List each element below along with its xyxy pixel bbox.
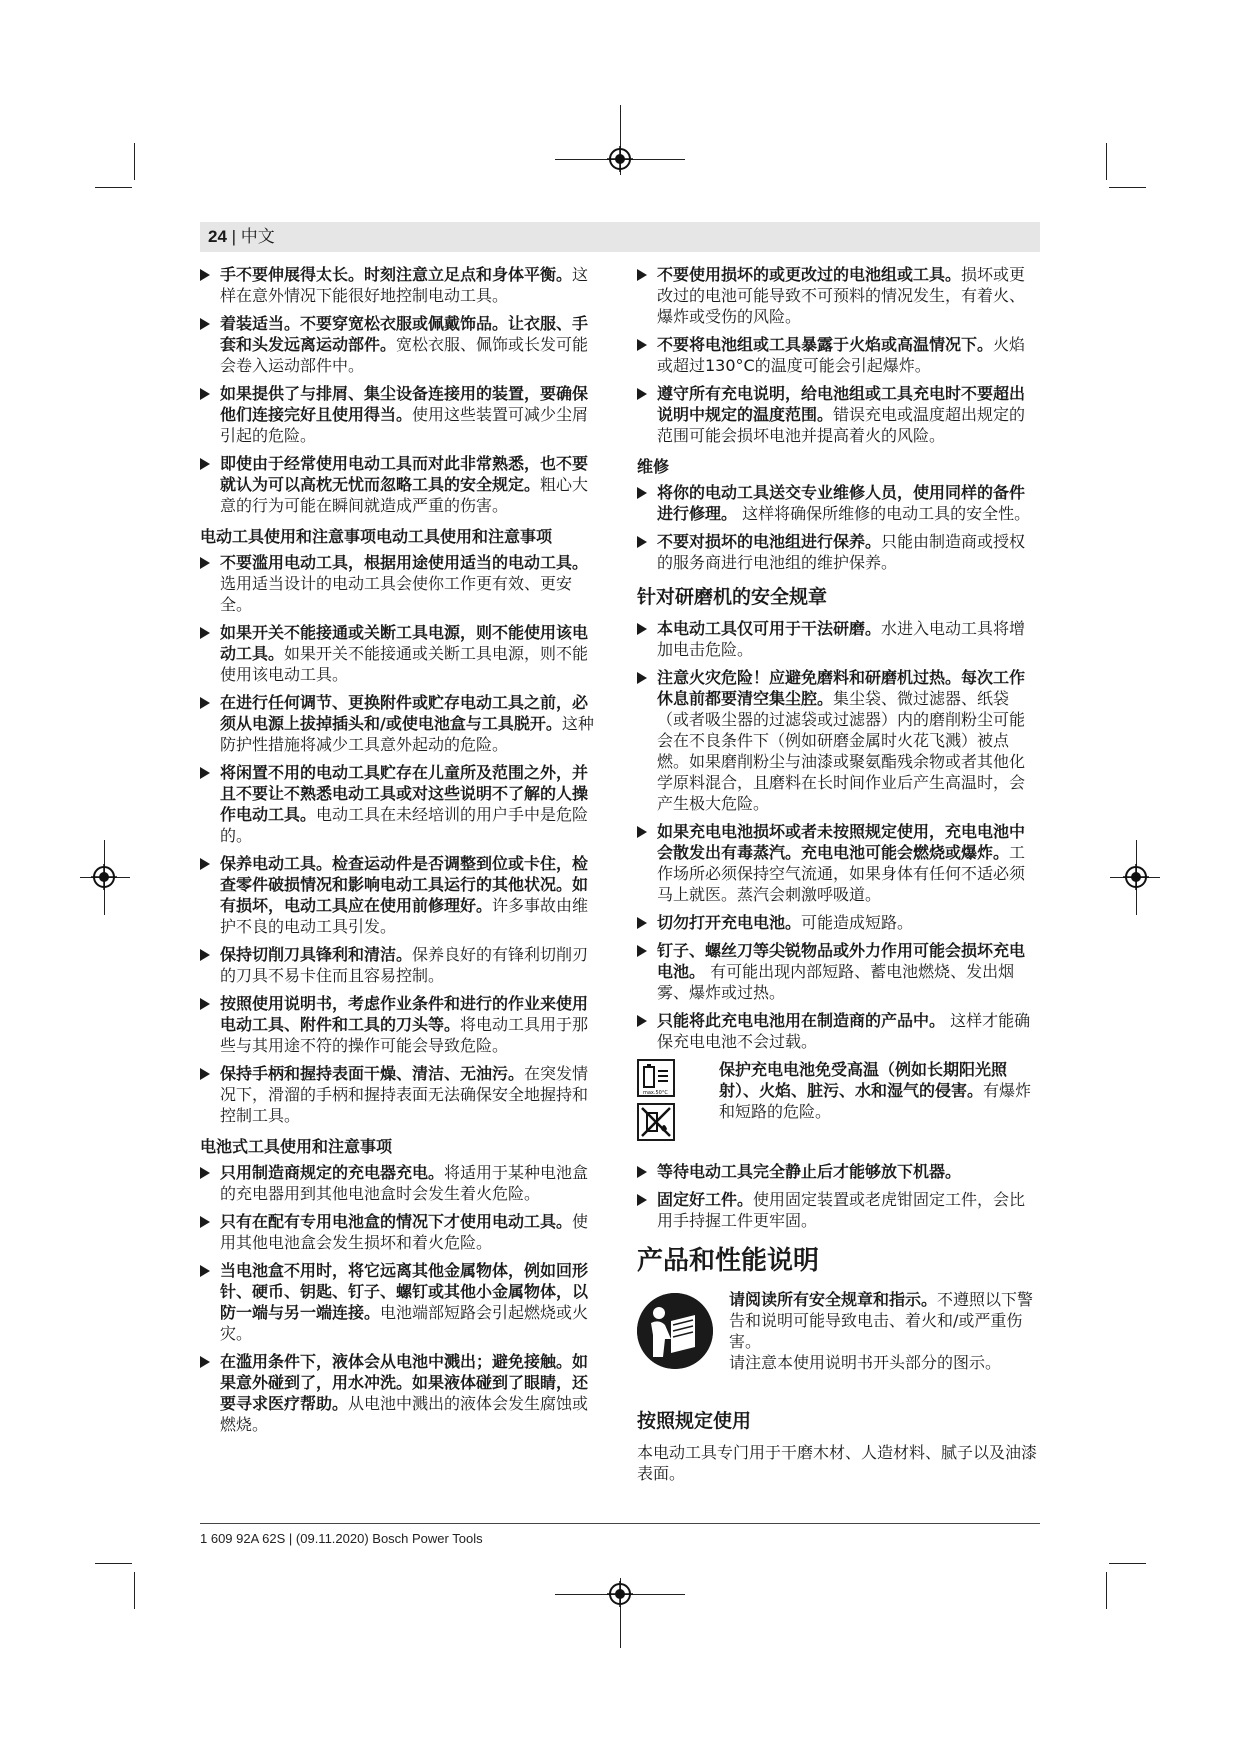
list-item bbox=[200, 853, 600, 937]
bullet-icon bbox=[637, 1194, 647, 1206]
list-item-bold: 等待电动工具完全静止后才能够放下机器。 bbox=[657, 1162, 962, 1181]
crop-mark bbox=[1106, 1572, 1107, 1609]
list-item-bold: 将你的电动工具送交专业维修人员，使用同样的备件进行修理。 bbox=[657, 483, 1026, 523]
list-item-text: 这样在意外情况下能很好地控制电动工具。 bbox=[220, 265, 589, 305]
warning-bold: 保护充电电池免受高温（例如长期阳光照射）、火焰、脏污、水和湿气的侵害。 bbox=[719, 1060, 1008, 1100]
list-item-bold: 按照使用说明书，考虑作业条件和进行的作业来使用电动工具、附件和工具的刀头等。 bbox=[220, 994, 589, 1034]
read-manual-text bbox=[729, 1289, 1040, 1373]
bullet-icon bbox=[200, 458, 210, 470]
warning-body: 有爆炸和短路的危险。 bbox=[719, 1081, 1032, 1121]
list-item-bold: 在进行任何调节、更换附件或贮存电动工具之前，必须从电源上拔掉插头和/或使电池盒与工具脱开。 bbox=[220, 693, 589, 733]
list-item bbox=[200, 1351, 600, 1435]
list-item-bold: 保持切削刀具锋利和清洁。 bbox=[220, 945, 413, 964]
battery-heat-icon bbox=[637, 1059, 675, 1097]
page-header: 24 | 中文 bbox=[208, 227, 275, 246]
list-group bbox=[200, 264, 600, 516]
list-item bbox=[637, 821, 1040, 905]
bullet-icon bbox=[637, 672, 647, 684]
bullet-icon bbox=[637, 1015, 647, 1027]
list-item bbox=[637, 383, 1040, 446]
list-item bbox=[637, 334, 1040, 376]
list-item-bold: 只用制造商规定的充电器充电。 bbox=[220, 1163, 445, 1182]
list-item-text: 如果开关不能接通或关断工具电源，则不能使用该电动工具。 bbox=[220, 644, 589, 684]
left-column bbox=[200, 264, 600, 1442]
bullet-icon bbox=[200, 1265, 210, 1277]
battery-warning bbox=[637, 1059, 1040, 1149]
bullet-icon bbox=[200, 858, 210, 870]
list-item-text: 使用其他电池盒会发生损坏和着火危险。 bbox=[220, 1212, 589, 1252]
list-item bbox=[200, 762, 600, 846]
list-item-bold: 不要使用损坏的或更改过的电池组或工具。 bbox=[657, 265, 962, 284]
list-item-bold: 钉子、螺丝刀等尖锐物品或外力作用可能会损坏充电电池。 bbox=[657, 941, 1026, 981]
list-group bbox=[637, 264, 1040, 446]
list-item bbox=[200, 552, 600, 615]
list-item-text: 电池端部短路会引起燃烧或火灾。 bbox=[220, 1303, 589, 1343]
bullet-icon bbox=[637, 487, 647, 499]
section-heading: 维修 bbox=[637, 457, 670, 476]
list-item bbox=[200, 313, 600, 376]
list-item bbox=[200, 692, 600, 755]
list-item-bold: 如果充电电池损坏或者未按照规定使用，充电电池中会散发出有毒蒸汽。充电电池可能会燃烧或爆炸。 bbox=[657, 822, 1026, 862]
footer-text: 1 609 92A 62S | (09.11.2020) Bosch Power Tools bbox=[200, 1531, 483, 1546]
list-item-text: 有可能出现内部短路、蓄电池燃烧、发出烟雾、爆炸或过热。 bbox=[657, 962, 1015, 1002]
list-item-text: 这样将确保所维修的电动工具的安全性。 bbox=[737, 504, 1031, 523]
list-item bbox=[200, 1162, 600, 1204]
list-item-bold: 固定好工件。 bbox=[657, 1190, 754, 1209]
read-manual-icon bbox=[637, 1293, 713, 1369]
list-item bbox=[637, 912, 1040, 933]
registration-mark-icon bbox=[91, 864, 117, 890]
list-item bbox=[200, 993, 600, 1056]
section-heading: 电池式工具使用和注意事项 bbox=[200, 1137, 393, 1156]
bullet-icon bbox=[637, 388, 647, 400]
bullet-icon bbox=[200, 949, 210, 961]
list-item-text: 使用固定装置或老虎钳固定工件，会比用手持握工件更牢固。 bbox=[657, 1190, 1026, 1230]
right-column bbox=[637, 264, 1040, 1484]
list-item bbox=[200, 1211, 600, 1253]
bullet-icon bbox=[637, 945, 647, 957]
list-item bbox=[637, 531, 1040, 573]
list-item bbox=[637, 1189, 1040, 1231]
list-item-bold: 只有在配有专用电池盒的情况下才使用电动工具。 bbox=[220, 1212, 573, 1231]
list-item-text: 在突发情况下，滑溜的手柄和握持表面无法确保安全地握持和控制工具。 bbox=[220, 1064, 589, 1125]
registration-mark-icon bbox=[607, 1581, 633, 1607]
list-item-bold: 即使由于经常使用电动工具而对此非常熟悉，也不要就认为可以高枕无忧而忽略工具的安全规定。 bbox=[220, 454, 589, 494]
warning-text bbox=[719, 1059, 1040, 1122]
list-item bbox=[200, 453, 600, 516]
list-item-text: 电动工具在未经培训的用户手中是危险的。 bbox=[220, 805, 589, 845]
list-item-text: 水进入电动工具将增加电击危险。 bbox=[657, 619, 1026, 659]
read-body: 不遵照以下警告和说明可能导致电击、着火和/或严重伤害。 bbox=[729, 1290, 1034, 1351]
section-heading: 产品和性能说明 bbox=[637, 1246, 820, 1276]
list-item-text: 可能造成短路。 bbox=[801, 913, 914, 932]
list-item-bold: 不要滥用电动工具，根据用途使用适当的电动工具。 bbox=[220, 553, 589, 572]
bullet-icon bbox=[200, 1216, 210, 1228]
list-item-text: 这种防护性措施将减少工具意外起动的危险。 bbox=[220, 714, 594, 754]
crop-mark bbox=[1109, 187, 1146, 188]
bullet-icon bbox=[637, 917, 647, 929]
list-item-bold: 当电池盒不用时，将它远离其他金属物体，例如回形针、硬币、钥匙、钉子、螺钉或其他小金属物体，以防一端与另一端连接。 bbox=[220, 1261, 589, 1322]
list-item-bold: 保养电动工具。检查运动件是否调整到位或卡住，检查零件破损情况和影响电动工具运行的其他状况。如有损坏，电动工具应在使用前修理好。 bbox=[220, 854, 589, 915]
list-item-bold: 手不要伸展得太长。时刻注意立足点和身体平衡。 bbox=[220, 265, 573, 284]
bullet-icon bbox=[200, 318, 210, 330]
registration-mark-icon bbox=[607, 146, 633, 172]
list-item-text: 保养良好的有锋利切削刃的刀具不易卡住而且容易控制。 bbox=[220, 945, 589, 985]
list-item-bold: 将闲置不用的电动工具贮存在儿童所及范围之外，并且不要让不熟悉电动工具或对这些说明不了解的人操作电动工具。 bbox=[220, 763, 589, 824]
crop-mark bbox=[1109, 1563, 1146, 1564]
list-item bbox=[200, 944, 600, 986]
list-item bbox=[637, 1010, 1040, 1052]
intended-use-text: 本电动工具专门用于干磨木材、人造材料、腻子以及油漆表面。 bbox=[637, 1443, 1038, 1483]
list-item-bold: 如果开关不能接通或关断工具电源，则不能使用该电动工具。 bbox=[220, 623, 589, 663]
list-group bbox=[200, 552, 600, 1126]
list-item-text: 宽松衣服、佩饰或长发可能会卷入运动部件中。 bbox=[220, 335, 589, 375]
section-heading: 针对研磨机的安全规章 bbox=[637, 586, 828, 608]
list-item-text: 错误充电或温度超出规定的范围可能会损坏电池并提高着火的风险。 bbox=[657, 405, 1026, 445]
bullet-icon bbox=[200, 388, 210, 400]
crop-mark bbox=[95, 187, 132, 188]
header-bar bbox=[200, 222, 1040, 252]
bullet-icon bbox=[200, 998, 210, 1010]
list-item-text: 粗心大意的行为可能在瞬间就造成严重的伤害。 bbox=[220, 475, 589, 515]
read-manual-note bbox=[637, 1289, 1040, 1399]
bullet-icon bbox=[637, 269, 647, 281]
list-item-bold: 切勿打开充电电池。 bbox=[657, 913, 802, 932]
list-item-bold: 在滥用条件下，液体会从电池中溅出；避免接触。如果意外碰到了，用水冲洗。如果液体碰到了眼睛，还要寻求医疗帮助。 bbox=[220, 1352, 589, 1413]
list-item-text: 损坏或更改过的电池可能导致不可预料的情况发生，有着火、爆炸或受伤的风险。 bbox=[657, 265, 1026, 326]
list-item-text: 使用这些装置可减少尘屑引起的危险。 bbox=[220, 405, 589, 445]
list-item bbox=[637, 1161, 1040, 1182]
no-fire-water-icon bbox=[637, 1103, 675, 1141]
bullet-icon bbox=[637, 339, 647, 351]
crop-mark bbox=[95, 1563, 132, 1564]
list-item-bold: 遵守所有充电说明，给电池组或工具充电时不要超出说明中规定的温度范围。 bbox=[657, 384, 1026, 424]
list-item-bold: 注意火灾危险！应避免磨料和研磨机过热。每次工作休息前都要清空集尘腔。 bbox=[657, 668, 1026, 708]
list-group bbox=[200, 1162, 600, 1435]
list-item bbox=[637, 667, 1040, 814]
list-item-text: 将电动工具用于那些与其用途不符的操作可能会导致危险。 bbox=[220, 1015, 589, 1055]
list-group bbox=[637, 618, 1040, 1052]
list-item-text: 只能由制造商或授权的服务商进行电池组的维护保养。 bbox=[657, 532, 1026, 572]
bullet-icon bbox=[200, 1167, 210, 1179]
section-heading: 电动工具使用和注意事项电动工具使用和注意事项 bbox=[200, 527, 553, 546]
bullet-icon bbox=[200, 1068, 210, 1080]
crop-mark bbox=[134, 1572, 135, 1609]
list-item-text: 火焰或超过130°C的温度可能会引起爆炸。 bbox=[657, 335, 1026, 375]
list-item-text: 这样才能确保充电电池不会过载。 bbox=[657, 1011, 1031, 1051]
bullet-icon bbox=[200, 557, 210, 569]
list-item-text: 许多事故由维护不良的电动工具引发。 bbox=[220, 896, 589, 936]
list-item bbox=[200, 1260, 600, 1344]
footer-rule bbox=[200, 1523, 1040, 1524]
list-item-text: 工作场所必须保持空气流通，如果身体有任何不适必须马上就医。蒸汽会刺激呼吸道。 bbox=[657, 843, 1026, 904]
list-item-bold: 如果提供了与排屑、集尘设备连接用的装置，要确保他们连接完好且使用得当。 bbox=[220, 384, 589, 424]
list-item-bold: 不要将电池组或工具暴露于火焰或高温情况下。 bbox=[657, 335, 994, 354]
bullet-icon bbox=[200, 697, 210, 709]
warning-icons bbox=[637, 1059, 679, 1147]
list-item bbox=[637, 618, 1040, 660]
bullet-icon bbox=[637, 536, 647, 548]
list-item-bold: 着装适当。不要穿宽松衣服或佩戴饰品。让衣服、手套和头发远离运动部件。 bbox=[220, 314, 589, 354]
bullet-icon bbox=[637, 826, 647, 838]
list-item bbox=[200, 264, 600, 306]
read-bold: 请阅读所有安全规章和指示。 bbox=[729, 1290, 938, 1309]
bullet-icon bbox=[200, 1356, 210, 1368]
list-item-bold: 本电动工具仅可用于干法研磨。 bbox=[657, 619, 882, 638]
read-note: 请注意本使用说明书开头部分的图示。 bbox=[729, 1353, 1002, 1372]
bullet-icon bbox=[200, 767, 210, 779]
list-item bbox=[200, 622, 600, 685]
crop-mark bbox=[134, 143, 135, 180]
list-group bbox=[637, 482, 1040, 573]
list-item-bold: 只能将此充电电池用在制造商的产品中。 bbox=[657, 1011, 946, 1030]
list-group bbox=[637, 1161, 1040, 1231]
icon-label: max.50°C bbox=[643, 1090, 668, 1095]
section-heading: 按照规定使用 bbox=[637, 1410, 752, 1432]
list-item bbox=[637, 482, 1040, 524]
list-item-text: 集尘袋、微过滤器、纸袋（或者吸尘器的过滤袋或过滤器）内的磨削粉尘可能会在不良条件下（例如研磨金属时火花飞溅）被点燃。如果磨削粉尘与油漆或聚氨酯残余物或者其他化学原料混合，且磨料在长时间作业后产生高温时，会产生极大危险。 bbox=[657, 689, 1026, 813]
list-item-text: 从电池中溅出的液体会发生腐蚀或燃烧。 bbox=[220, 1394, 589, 1434]
page-number: 24 bbox=[208, 227, 227, 246]
list-item bbox=[637, 264, 1040, 327]
list-item bbox=[200, 383, 600, 446]
bullet-icon bbox=[637, 623, 647, 635]
list-item-bold: 保持手柄和握持表面干燥、清洁、无油污。 bbox=[220, 1064, 525, 1083]
list-item bbox=[200, 1063, 600, 1126]
list-item-bold: 不要对损坏的电池组进行保养。 bbox=[657, 532, 882, 551]
page-language: 中文 bbox=[240, 227, 275, 246]
crop-mark bbox=[1106, 143, 1107, 180]
bullet-icon bbox=[200, 627, 210, 639]
list-item-text: 选用适当设计的电动工具会使你工作更有效、更安全。 bbox=[220, 574, 573, 614]
list-item bbox=[637, 940, 1040, 1003]
bullet-icon bbox=[637, 1166, 647, 1178]
registration-mark-icon bbox=[1123, 864, 1149, 890]
bullet-icon bbox=[200, 269, 210, 281]
list-item-text: 将适用于某种电池盒的充电器用到其他电池盒时会发生着火危险。 bbox=[220, 1163, 589, 1203]
